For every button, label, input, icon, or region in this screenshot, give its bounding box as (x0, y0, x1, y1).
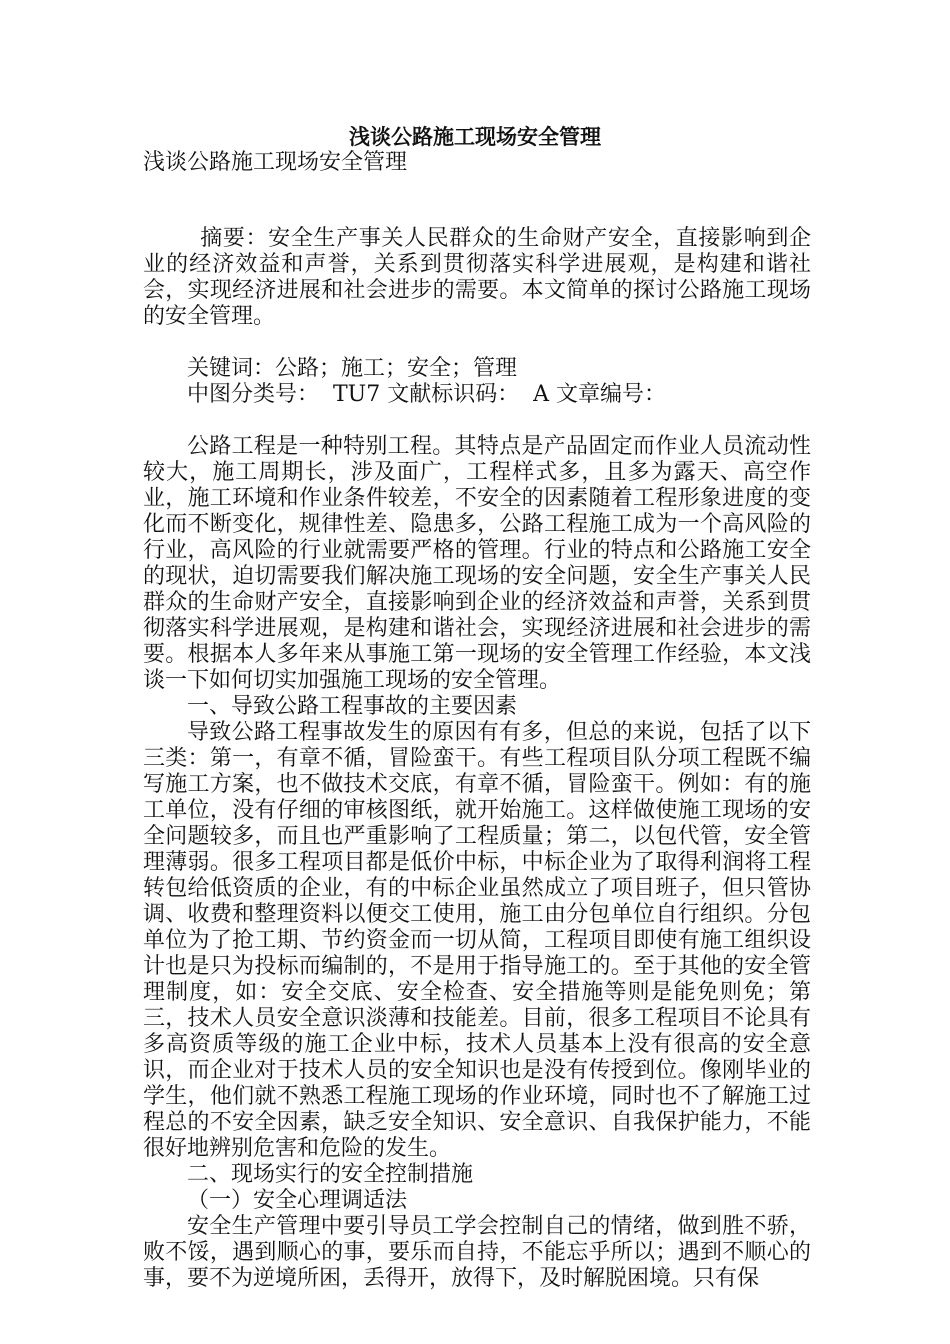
spacer (143, 408, 811, 434)
spacer (143, 176, 811, 202)
abstract-paragraph: 摘要：安全生产事关人民群众的生命财产安全，直接影响到企业的经济效益和声誉，关系到贯彻落实科学进展观，是构建和谐社会，实现经济进展和社会进步的需要。本文简单的探讨公路施工现场的安全管理。 (143, 226, 811, 329)
classification-line: 中图分类号： TU7 文献标识码： A 文章编号： (187, 382, 667, 407)
section-heading-2: 二、现场实行的安全控制措施 (187, 1162, 474, 1187)
section-2-paragraph: 安全生产管理中要引导员工学会控制自己的情绪，做到胜不骄，败不馁，遇到顺心的事，要乐而自持，不能忘乎所以；遇到不顺心的事，要不为逆境所困，丢得开，放得下，及时解脱困境。只有保 (143, 1214, 811, 1291)
document-body (143, 150, 811, 1292)
subsection-heading-2-1: （一）安全心理调适法 (187, 1188, 408, 1213)
section-1-paragraph: 导致公路工程事故发生的原因有有多，但总的来说，包括了以下三类：第一，有章不循，冒险蛮干。有些工程项目队分项工程既不编写施工方案，也不做技术交底，有章不循，冒险蛮干。例如：有的施工单位，没有仔细的审核图纸，就开始施工。这样做使施工现场的安全问题较多，而且也严重影响了工程质量；第二，以包代管，安全管理薄弱。很多工程项目都是低价中标，中标企业为了取得利润将工程转包给低资质的企业，有的中标企业虽然成立了项目班子，但只管协调、收费和整理资料以便交工使用，施工由分包单位自行组织。分包单位为了抢工期、节约资金而一切从简，工程项目即使有施工组织设计也是只为投标而编制的，不是用于指导施工的。至于其他的安全管理制度，如：安全交底、安全检查、安全措施等则是能免则免；第三，技术人员安全意识淡薄和技能差。目前，很多工程项目不论具有多高资质等级的施工企业中标，技术人员基本上没有很高的安全意识，而企业对于技术人员的安全知识也是没有传授到位。像刚毕业的学生，他们就不熟悉工程施工现场的作业环境，同时也不了解施工过程总的不安全因素，缺乏安全知识、安全意识、自我保护能力，不能很好地辨别危害和危险的发生。 (143, 720, 811, 1161)
intro-paragraph: 公路工程是一种特别工程。其特点是产品固定而作业人员流动性较大，施工周期长，涉及面广，工程样式多，且多为露天、高空作业，施工环境和作业条件较差，不安全的因素随着工程形象进度的变化而不断变化，规律性差、隐患多，公路工程施工成为一个高风险的行业，高风险的行业就需要严格的管理。行业的特点和公路施工安全的现状，迫切需要我们解决施工现场的安全问题，安全生产事关人民群众的生命财产安全，直接影响到企业的经济效益和声誉，关系到贯彻落实科学进展观，是构建和谐社会，实现经济进展和社会进步的需要。根据本人多年来从事施工第一现场的安全管理工作经验，本文浅谈一下如何切实加强施工现场的安全管理。 (143, 434, 811, 693)
spacer (143, 202, 811, 226)
document-subtitle: 浅谈公路施工现场安全管理 (143, 150, 408, 175)
keywords-line: 关键词：公路；施工；安全；管理 (187, 356, 518, 381)
spacer (143, 330, 811, 356)
section-heading-1: 一、导致公路工程事故的主要因素 (187, 694, 518, 719)
document-title: 浅谈公路施工现场安全管理 (349, 124, 601, 149)
